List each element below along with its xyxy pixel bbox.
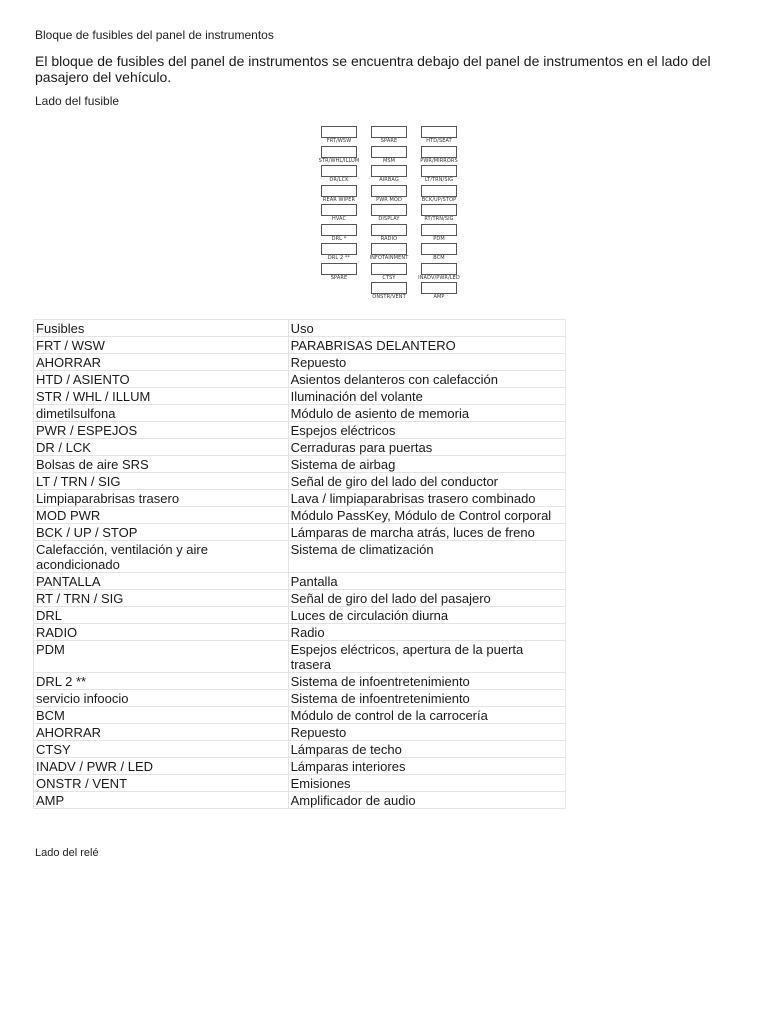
fuse-name-cell: ONSTR / VENT	[34, 775, 289, 792]
fuse-row	[300, 146, 470, 166]
table-row	[34, 405, 566, 422]
table-row	[34, 456, 566, 473]
fuse-usage-cell: Módulo PassKey, Módulo de Control corporal	[288, 507, 565, 524]
fuse-slot	[364, 243, 414, 263]
table-row	[34, 641, 566, 673]
fuse-box	[371, 282, 407, 294]
fuse-box	[321, 243, 357, 255]
fuse-slot	[314, 204, 364, 224]
fuse-name-cell: AHORRAR	[34, 724, 289, 741]
table-row	[34, 724, 566, 741]
fuse-slot	[364, 165, 414, 185]
fuse-label: DISPLAY	[378, 216, 400, 222]
fuse-name-cell: Limpiaparabrisas trasero	[34, 490, 289, 507]
fuse-label: STR/WHL/ILLUM	[318, 157, 360, 164]
fuse-name-cell: dimetilsulfona	[34, 405, 289, 422]
fuse-usage-cell: Repuesto	[288, 724, 565, 741]
fuse-slot	[314, 126, 364, 146]
fuse-name-cell: INADV / PWR / LED	[34, 758, 289, 775]
table-row	[34, 775, 566, 792]
fuse-box	[321, 165, 357, 177]
fuse-label: PDM	[433, 235, 445, 242]
fuse-label: BCK/UP/STOP	[421, 196, 457, 203]
fuse-usage-cell: Lámparas de marcha atrás, luces de freno	[288, 524, 565, 541]
fuse-usage-cell: Pantalla	[288, 573, 565, 590]
fuse-box	[421, 204, 457, 216]
table-row	[34, 507, 566, 524]
fuse-slot	[364, 146, 414, 166]
fuse-name-cell: Calefacción, ventilación y aire acondicionado	[34, 541, 289, 573]
intro-paragraph: El bloque de fusibles del panel de instrumentos se encuentra debajo del panel de instrumentos en el lado del pasajero del vehículo.	[35, 53, 711, 85]
fuse-usage-cell: Amplificador de audio	[288, 792, 565, 809]
fuse-box	[321, 185, 357, 197]
fuse-box	[371, 165, 407, 177]
fuse-box	[371, 263, 407, 275]
fuse-slot	[414, 263, 464, 283]
fuse-row	[300, 263, 470, 283]
fuse-slot	[414, 165, 464, 185]
fuse-usage-cell: Señal de giro del lado del conductor	[288, 473, 565, 490]
fuse-box	[321, 204, 357, 216]
fuse-box	[421, 282, 457, 294]
fuse-label: DR/LCK	[329, 177, 349, 183]
fuse-slot	[414, 185, 464, 205]
table-header-usage: Uso	[288, 320, 565, 337]
fuse-slot	[414, 204, 464, 224]
fuse-label: INFOTAINMENT	[369, 255, 409, 261]
table-row	[34, 422, 566, 439]
fuse-slot	[364, 282, 414, 302]
fuse-label: BCM	[433, 255, 445, 261]
fuse-block-diagram	[300, 120, 470, 305]
table-row	[34, 541, 566, 573]
fuse-slot	[414, 146, 464, 166]
fuse-usage-cell: Iluminación del volante	[288, 388, 565, 405]
fuse-slot	[364, 185, 414, 205]
fuse-name-cell: MOD PWR	[34, 507, 289, 524]
table-row	[34, 792, 566, 809]
fuse-label: REAR WIPER	[322, 196, 356, 203]
fuse-label: RT/TRN/SIG	[424, 216, 454, 222]
page-title: Bloque de fusibles del panel de instrumentos	[35, 28, 274, 42]
fuse-usage-cell: Lámparas de techo	[288, 741, 565, 758]
table-row	[34, 741, 566, 758]
relay-side-label: Lado del relé	[35, 847, 99, 859]
fuse-box	[371, 146, 407, 158]
fuse-name-cell: Bolsas de aire SRS	[34, 456, 289, 473]
fuse-slot	[314, 146, 364, 166]
fuse-usage-cell: Repuesto	[288, 354, 565, 371]
fuse-slot	[364, 204, 414, 224]
table-row	[34, 490, 566, 507]
fuse-usage-cell: Sistema de climatización	[288, 541, 565, 573]
fuse-usage-cell: Espejos eléctricos, apertura de la puerta trasera	[288, 641, 565, 673]
fuse-slot	[364, 224, 414, 244]
table-row	[34, 673, 566, 690]
fuse-box	[321, 126, 357, 138]
fuse-label: ONSTR/VENT	[372, 294, 406, 300]
fuse-label: PWR MOD	[376, 196, 402, 203]
fuse-slot	[314, 224, 364, 244]
table-row	[34, 354, 566, 371]
fuse-name-cell: BCM	[34, 707, 289, 724]
fuse-usage-cell: Lava / limpiaparabrisas trasero combinado	[288, 490, 565, 507]
fuse-slot	[414, 243, 464, 263]
fuse-usage-cell: Sistema de airbag	[288, 456, 565, 473]
fuse-label: MSM	[382, 157, 396, 164]
fuse-table	[33, 319, 566, 809]
fuse-name-cell: FRT / WSW	[34, 337, 289, 354]
fuse-slot	[314, 185, 364, 205]
fuse-box	[371, 243, 407, 255]
fuse-usage-cell: Espejos eléctricos	[288, 422, 565, 439]
fuse-usage-cell: PARABRISAS DELANTERO	[288, 337, 565, 354]
fuse-usage-cell: Luces de circulación diurna	[288, 607, 565, 624]
fuse-name-cell: AMP	[34, 792, 289, 809]
table-header-row	[34, 320, 566, 337]
fuse-name-cell: CTSY	[34, 741, 289, 758]
fuse-label: SPARE	[380, 138, 398, 144]
fuse-name-cell: PDM	[34, 641, 289, 673]
fuse-box	[321, 224, 357, 236]
table-row	[34, 439, 566, 456]
table-row	[34, 758, 566, 775]
fuse-name-cell: DR / LCK	[34, 439, 289, 456]
table-row	[34, 371, 566, 388]
fuse-box	[421, 185, 457, 197]
fuse-usage-cell: Sistema de infoentretenimiento	[288, 673, 565, 690]
fuse-label: PWR/MIRRORS	[420, 157, 458, 164]
fuse-box	[421, 224, 457, 236]
table-row	[34, 473, 566, 490]
table-row	[34, 624, 566, 641]
fuse-usage-cell: Módulo de control de la carrocería	[288, 707, 565, 724]
fuse-box	[371, 204, 407, 216]
table-row	[34, 590, 566, 607]
fuse-slot	[414, 224, 464, 244]
table-row	[34, 337, 566, 354]
fuse-box	[421, 146, 457, 158]
fuse-slot	[364, 263, 414, 283]
fuse-label: HTD/SEAT	[426, 138, 452, 144]
fuse-label: SPARE	[330, 274, 348, 281]
fuse-label: LT/TRN/SIG	[424, 177, 454, 183]
table-header-fuses: Fusibles	[34, 320, 289, 337]
table-row	[34, 690, 566, 707]
fuse-box	[421, 165, 457, 177]
fuse-box	[421, 243, 457, 255]
fuse-usage-cell: Asientos delanteros con calefacción	[288, 371, 565, 388]
fuse-slot	[414, 282, 464, 302]
fuse-name-cell: PANTALLA	[34, 573, 289, 590]
fuse-row	[300, 165, 470, 185]
fuse-name-cell: BCK / UP / STOP	[34, 524, 289, 541]
fuse-name-cell: AHORRAR	[34, 354, 289, 371]
fuse-usage-cell: Sistema de infoentretenimiento	[288, 690, 565, 707]
fuse-name-cell: STR / WHL / ILLUM	[34, 388, 289, 405]
fuse-side-label: Lado del fusible	[35, 94, 120, 108]
fuse-usage-cell: Módulo de asiento de memoria	[288, 405, 565, 422]
fuse-slot	[314, 263, 364, 283]
fuse-usage-cell: Señal de giro del lado del pasajero	[288, 590, 565, 607]
fuse-name-cell: PWR / ESPEJOS	[34, 422, 289, 439]
fuse-usage-cell: Emisiones	[288, 775, 565, 792]
fuse-slot	[414, 126, 464, 146]
table-row	[34, 524, 566, 541]
table-row	[34, 388, 566, 405]
fuse-row	[300, 243, 470, 263]
fuse-row	[300, 204, 470, 224]
fuse-name-cell: LT / TRN / SIG	[34, 473, 289, 490]
table-row	[34, 607, 566, 624]
fuse-box	[421, 126, 457, 138]
fuse-name-cell: servicio infoocio	[34, 690, 289, 707]
fuse-label: RADIO	[380, 235, 398, 242]
fuse-label: INADV/PWR/LED	[418, 274, 460, 281]
fuse-name-cell: RADIO	[34, 624, 289, 641]
fuse-row	[300, 126, 470, 146]
table-row	[34, 707, 566, 724]
fuse-name-cell: DRL 2 **	[34, 673, 289, 690]
fuse-name-cell: RT / TRN / SIG	[34, 590, 289, 607]
fuse-usage-cell: Cerraduras para puertas	[288, 439, 565, 456]
fuse-box	[371, 185, 407, 197]
fuse-box	[371, 224, 407, 236]
fuse-box	[421, 263, 457, 275]
table-row	[34, 573, 566, 590]
fuse-usage-cell: Radio	[288, 624, 565, 641]
fuse-box	[371, 126, 407, 138]
fuse-label: FRT/WSW	[326, 138, 352, 144]
fuse-slot	[314, 243, 364, 263]
fuse-slot	[314, 165, 364, 185]
fuse-name-cell: HTD / ASIENTO	[34, 371, 289, 388]
fuse-name-cell: DRL	[34, 607, 289, 624]
fuse-label: AIRBAG	[379, 177, 399, 183]
fuse-row	[300, 185, 470, 205]
fuse-box	[321, 146, 357, 158]
fuse-label: CTSY	[382, 274, 396, 281]
fuse-label: AMP	[433, 294, 445, 300]
fuse-row	[300, 224, 470, 244]
fuse-box	[321, 263, 357, 275]
fuse-label: DRL 2 **	[327, 255, 351, 261]
fuse-slot	[364, 126, 414, 146]
fuse-usage-cell: Lámparas interiores	[288, 758, 565, 775]
fuse-label: DRL *	[331, 235, 347, 242]
fuse-row	[300, 282, 470, 302]
fuse-label: HVAC	[331, 216, 347, 222]
